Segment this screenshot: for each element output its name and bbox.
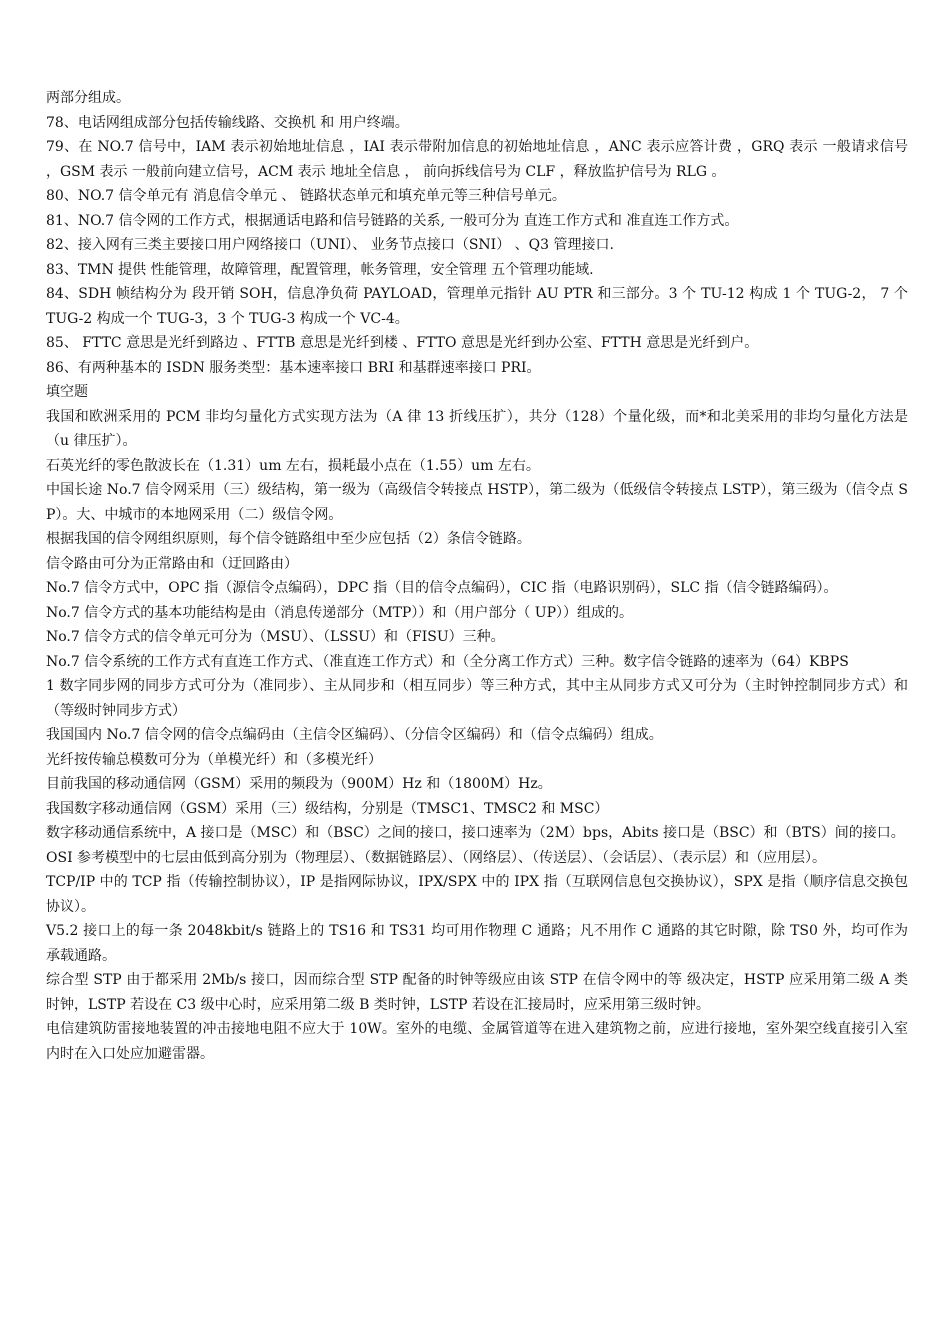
paragraph-item-83: 83、TMN 提供 性能管理，故障管理，配置管理，帐务管理，安全管理 五个管理功能域. <box>46 261 594 278</box>
paragraph-fill-9: No.7 信令系统的工作方式有直连工作方式、（准直连工作方式）和（全分离工作方式）三种。数字信令链路的速率为（64）KBPS <box>46 653 849 670</box>
paragraph-continuation: 两部分组成。 <box>46 90 130 106</box>
paragraph-fill-15: 数字移动通信系统中，A 接口是（MSC）和（BSC）之间的接口，接口速率为（2M）bps，Abits 接口是（BSC）和（BTS）间的接口。 <box>46 825 905 841</box>
paragraph-item-86: 86、有两种基本的 ISDN 服务类型：基本速率接口 BRI 和基群速率接口 PRI。 <box>46 359 541 376</box>
paragraph-item-81: 81、NO.7 信令网的工作方式，根据通话电路和信号链路的关系, 一般可分为 直连工作方式和 准直连工作方式。 <box>46 212 739 229</box>
paragraph-fill-13: 目前我国的移动通信网（GSM）采用的频段为（900M）Hz 和（1800M）Hz。 <box>46 776 552 792</box>
paragraph-fill-2: 石英光纤的零色散波长在（1.31）um 左右，损耗最小点在（1.55）um 左右。 <box>46 457 540 474</box>
section-heading: 填空题 <box>46 384 88 400</box>
document-body <box>46 86 908 1066</box>
paragraph-fill-10: 1 数字同步网的同步方式可分为（准同步）、主从同步和（相互同步）等三种方式，其中主从同步方式又可分为（主时钟控制同步方式）和（等级时钟同步方式） <box>46 678 908 719</box>
paragraph-item-78: 78、电话网组成部分包括传输线路、交换机 和 用户终端。 <box>46 114 409 131</box>
paragraph-item-80: 80、NO.7 信令单元有 消息信令单元 、 链路状态单元和填充单元等三种信号单元。 <box>46 188 566 204</box>
paragraph-fill-17: TCP/IP 中的 TCP 指（传输控制协议），IP 是指网际协议，IPX/SPX 中的 IPX 指（互联网信息包交换协议），SPX 是指（顺序信息交换包协议）。 <box>46 874 908 915</box>
paragraph-item-85: 85、 FTTC 意思是光纤到路边 、FTTB 意思是光纤到楼 、FTTO 意思是光纤到办公室、FTTH 意思是光纤到户。 <box>46 335 759 351</box>
paragraph-fill-7: No.7 信令方式的基本功能结构是由（消息传递部分（MTP））和（用户部分（ UP））组成的。 <box>46 604 633 621</box>
paragraph-fill-14: 我国数字移动通信网（GSM）采用（三）级结构，分别是（TMSC1、TMSC2 和 MSC） <box>46 800 609 817</box>
paragraph-fill-11: 我国国内 No.7 信令网的信令点编码由（主信令区编码）、（分信令区编码）和（信令点编码）组成。 <box>46 727 663 743</box>
paragraph-fill-8: No.7 信令方式的信令单元可分为（MSU）、（LSSU）和（FISU）三种。 <box>46 629 505 645</box>
paragraph-fill-6: No.7 信令方式中，OPC 指（源信令点编码），DPC 指（目的信令点编码），CIC 指（电路识别码），SLC 指（信令链路编码）。 <box>46 580 838 596</box>
paragraph-fill-4: 根据我国的信令网组织原则，每个信令链路组中至少应包括（2）条信令链路。 <box>46 531 531 547</box>
paragraph-fill-12: 光纤按传输总模数可分为（单模光纤）和（多模光纤） <box>46 751 382 768</box>
paragraph-item-82: 82、接入网有三类主要接口用户网络接口（UNI）、 业务节点接口（SNI） 、Q3 管理接口. <box>46 237 614 253</box>
paragraph-fill-18: V5.2 接口上的每一条 2048kbit/s 链路上的 TS16 和 TS31 均可用作物理 C 通路；凡不用作 C 通路的其它时隙，除 TS0 外，均可作为承载通路。 <box>46 923 908 964</box>
paragraph-item-84: 84、SDH 帧结构分为 段开销 SOH，信息净负荷 PAYLOAD，管理单元指针 AU PTR 和三部分。3 个 TU-12 构成 1 个 TUG-2， 7 个 TUG-2 构成一个 TUG-3，3 个 TUG-3 构成一个 VC-4。 <box>46 286 908 327</box>
paragraph-fill-19: 综合型 STP 由于都采用 2Mb/s 接口，因而综合型 STP 配备的时钟等级应由该 STP 在信令网中的等 级决定，HSTP 应采用第二级 A 类时钟，LSTP 若设在 C3 级中心时，应采用第二级 B 类时钟，LSTP 若设在汇接局时，应采用第三级时钟。 <box>46 972 908 1013</box>
paragraph-fill-16: OSI 参考模型中的七层由低到高分别为（物理层）、（数据链路层）、（网络层）、（传送层）、（会话层）、（表示层）和（应用层）。 <box>46 849 827 866</box>
paragraph-item-79: 79、在 NO.7 信号中，IAM 表示初始地址信息 ，IAI 表示带附加信息的初始地址信息 ，ANC 表示应答计费 ，GRQ 表示 一般请求信号 ，GSM 表示 一般前向建立信号，ACM 表示 地址全信息 ， 前向拆线信号为 CLF ，释放监护信号为 RLG 。 <box>46 139 908 180</box>
paragraph-fill-1: 我国和欧洲采用的 PCM 非均匀量化方式实现方法为（A 律 13 折线压扩），共分（128）个量化级，而*和北美采用的非均匀量化方法是（u 律压扩）。 <box>46 408 908 449</box>
paragraph-fill-3: 中国长途 No.7 信令网采用（三）级结构，第一级为（高级信令转接点 HSTP），第二级为（低级信令转接点 LSTP），第三级为（信令点 SP）。大、中城市的本地网采用（二）级信令网。 <box>46 482 908 523</box>
paragraph-fill-20: 电信建筑防雷接地装置的冲击接地电阻不应大于 10W。室外的电缆、金属管道等在进入建筑物之前，应进行接地，室外架空线直接引入室内时在入口处应加避雷器。 <box>46 1021 908 1062</box>
paragraph-fill-5: 信令路由可分为正常路由和（迂回路由） <box>46 555 298 572</box>
